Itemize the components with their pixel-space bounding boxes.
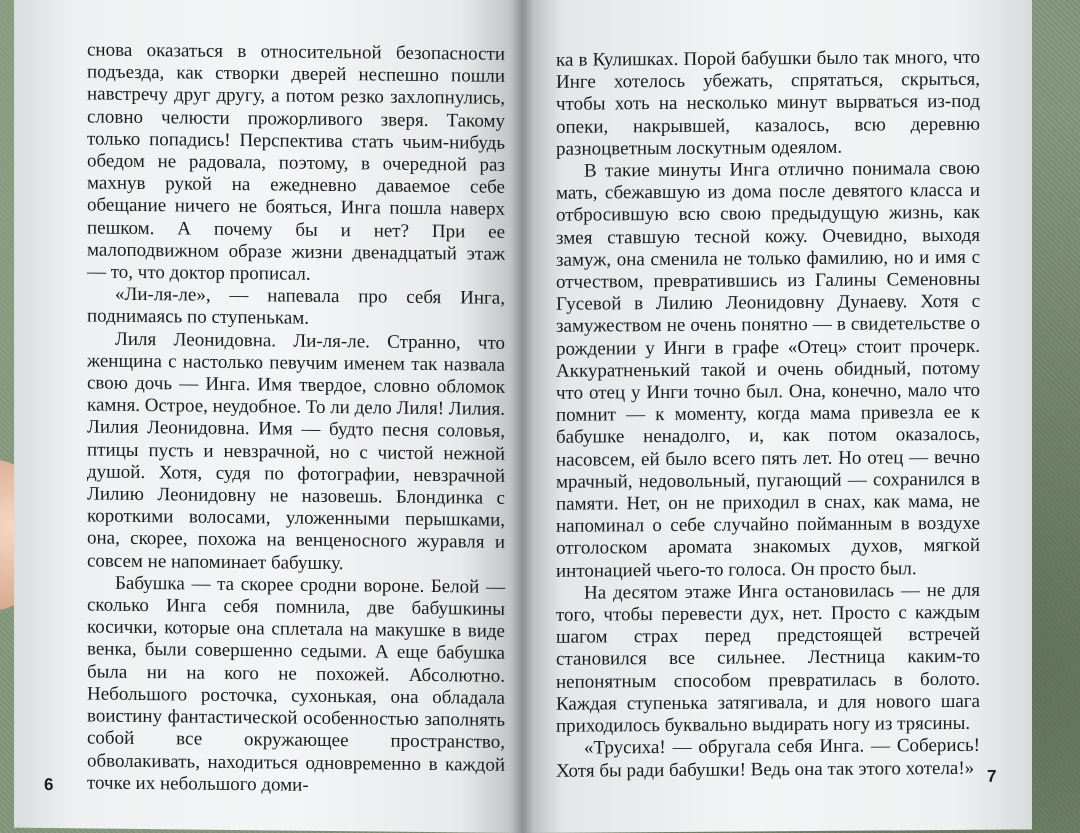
right-page xyxy=(522,0,1032,833)
right-paragraph-2: В такие минуты Инга отлично понимала свою мать, сбежавшую из дома после девятого класса и отбросившую всю свою предыдущую жизнь, как змея ставшую тесной кожу. Очевидно, выходя замуж, она сменила не только фамилию, но и имя с отчеством, превратившись из Галины Семеновны Гусевой в Лилию Леонидовну Дунаеву. Хотя с замужеством не очень понятно — в свидетельстве о рождении у Инги в графе «Отец» стоит прочерк. Аккуратненький такой и очень обидный, потому что отец у Инги точно был. Она, конечно, мало что помнит — к моменту, когда мама привезла ее к бабушке ненадолго, и, как потом оказалось, насовсем, ей было всего пять лет. Но отец — вечно мрачный, недовольный, пугающий — сохранился в памяти. Нет, он не приходил в снах, как мама, не напоминал о себе случайно пойманным в воздухе отголоском аромата знакомых духов, мягкой интонацией чьего-то голоса. Он просто был. xyxy=(556,157,980,582)
left-page-text xyxy=(87,39,505,798)
left-paragraph-2: «Ли-ля-ле», — напевала про себя Инга, поднимаясь по ступенькам. xyxy=(87,283,505,330)
left-paragraph-4: Бабушка — та скорее сродни вороне. Белой — сколько Инга себя помнила, две бабушкины косички, которые она сплетала на макушке в виде венка, были совершенно седыми. А еще бабушка была ни на кого не похожей. Абсолютно. Небольшого росточка, сухонькая, она обладала воистину фантастической особенностью заполнять собой все окружающее пространство, обволакивать, находиться одновременно в каждой точке их небольшого доми- xyxy=(87,572,505,796)
left-paragraph-3: Лиля Леонидовна. Ли-ля-ле. Странно, что женщина с настолько певучим именем так назвала свою дочь — Инга. Имя твердое, словно обломок камня. Острое, неудобное. То ли дело Лиля! Лилия. Лилия Леонидовна. Имя — будто песня соловья, птицы пусть и невзрачной, но с чистой нежной душой. Хотя, судя по фотографии, невзрачной Лилию Леонидовну не назовешь. Блондинка с короткими волосами, уложенными перышками, она, скорее, похожа на венценосного журавля и совсем не напоминает бабушку. xyxy=(87,328,505,574)
left-page-number: 6 xyxy=(44,774,54,795)
right-paragraph-4: «Трусиха! — обругала себя Инга. — Соберись! Хотя бы ради бабушки! Ведь она так этого хотела!» xyxy=(556,735,980,782)
right-page-text xyxy=(556,47,980,783)
right-page-number: 7 xyxy=(987,766,997,786)
book-gutter xyxy=(510,0,534,833)
right-paragraph-1: ка в Кулишках. Порой бабушки было так много, что Инге хотелось убежать, спрятаться, скрыться, чтобы хоть на несколько минут вырваться из-под опеки, накрывшей, казалось, всю деревню разноцветным лоскутным одеялом. xyxy=(556,46,980,160)
left-paragraph-1: снова оказаться в относительной безопасности подъезда, как створки дверей неспешно пошли навстречу друг другу, а потом резко захлопнулись, словно челюсти прожорливого зверя. Такому только попадись! Перспектива стать чьим-нибудь обедом не радовала, поэтому, в очередной раз махнув рукой на ежедневно даваемое себе обещание ничего не бояться, Инга пошла наверх пешком. А почему бы и нет? При ее малоподвижном образе жизни двенадцатый этаж — то, что доктор прописал. xyxy=(87,39,505,285)
right-paragraph-3: На десятом этаже Инга остановилась — не для того, чтобы перевести дух, нет. Просто с каждым шагом страх перед предстоящей встречей становился все сильнее. Лестница каким-то непонятным способом превратилась в болото. Каждая ступенька затягивала, и для нового шага приходилось буквально выдирать ногу из трясины. xyxy=(556,579,980,737)
left-page xyxy=(14,0,522,833)
